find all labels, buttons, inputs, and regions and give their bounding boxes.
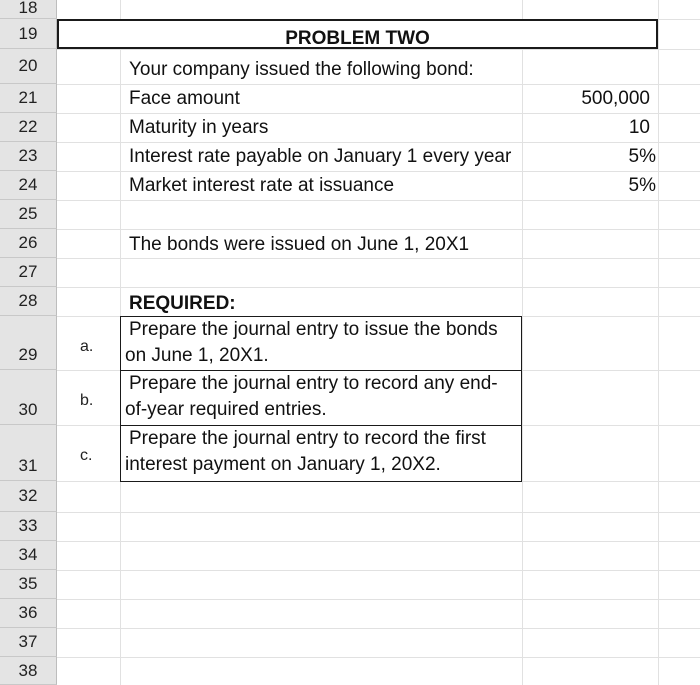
row-divider [57, 628, 700, 629]
row-divider [57, 200, 700, 201]
row-header-34[interactable]: 34 [0, 541, 57, 570]
row-divider [57, 570, 700, 571]
row-divider [57, 258, 700, 259]
intro-text[interactable]: Your company issued the following bond: [129, 59, 474, 80]
requirement-b-letter[interactable]: b. [80, 392, 94, 409]
issue-date-note[interactable]: The bonds were issued on June 1, 20X1 [129, 234, 470, 255]
row-header-31[interactable]: 31 [0, 425, 57, 481]
row-divider [57, 657, 700, 658]
row-header-20[interactable]: 20 [0, 49, 57, 84]
row-header-36[interactable]: 36 [0, 599, 57, 628]
row-header-27[interactable]: 27 [0, 258, 57, 287]
row-header-35[interactable]: 35 [0, 570, 57, 599]
row-header-37[interactable]: 37 [0, 628, 57, 657]
row-header-21[interactable]: 21 [0, 84, 57, 113]
market-rate-value[interactable]: 5% [628, 175, 656, 196]
row-header-23[interactable]: 23 [0, 142, 57, 171]
market-rate-label[interactable]: Market interest rate at issuance [129, 175, 395, 196]
row-header-22[interactable]: 22 [0, 113, 57, 142]
column-divider [658, 0, 659, 685]
row-divider [57, 229, 700, 230]
row-header-26[interactable]: 26 [0, 229, 57, 258]
requirement-a-line2: on June 1, 20X1. [125, 345, 269, 366]
row-header-25[interactable]: 25 [0, 200, 57, 229]
requirement-c-cell[interactable] [120, 425, 522, 482]
required-heading[interactable]: REQUIRED: [129, 293, 236, 314]
requirement-b-line2: of-year required entries. [125, 399, 327, 420]
requirement-a-cell[interactable] [120, 316, 522, 371]
row-header-24[interactable]: 24 [0, 171, 57, 200]
row-header-19[interactable]: 19 [0, 19, 57, 49]
row-divider [57, 142, 700, 143]
row-divider [57, 171, 700, 172]
row-header-33[interactable]: 33 [0, 512, 57, 541]
title-cell[interactable] [57, 19, 658, 49]
row-divider [57, 512, 700, 513]
requirement-c-line2: interest payment on January 1, 20X2. [125, 454, 441, 475]
row-header-28[interactable]: 28 [0, 287, 57, 316]
requirement-c-line1: Prepare the journal entry to record the first [129, 428, 486, 449]
page-title: PROBLEM TWO [285, 28, 430, 49]
interest-rate-label[interactable]: Interest rate payable on January 1 every year [129, 146, 512, 167]
maturity-label[interactable]: Maturity in years [129, 117, 269, 138]
row-header-38[interactable]: 38 [0, 657, 57, 685]
requirement-b-cell[interactable] [120, 370, 522, 426]
face-amount-value[interactable]: 500,000 [581, 88, 650, 109]
row-divider [57, 541, 700, 542]
maturity-value[interactable]: 10 [628, 117, 650, 138]
row-header-18[interactable]: 18 [0, 0, 57, 19]
column-divider [522, 0, 523, 685]
requirement-a-line1: Prepare the journal entry to issue the bonds [129, 319, 498, 340]
row-header-30[interactable]: 30 [0, 370, 57, 425]
row-divider [57, 84, 700, 85]
row-header-32[interactable]: 32 [0, 481, 57, 512]
row-divider [57, 287, 700, 288]
requirement-c-letter[interactable]: c. [80, 447, 93, 464]
row-divider [57, 599, 700, 600]
requirement-b-line1: Prepare the journal entry to record any end- [129, 373, 498, 394]
face-amount-label[interactable]: Face amount [129, 88, 240, 109]
row-header-29[interactable]: 29 [0, 316, 57, 370]
requirement-a-letter[interactable]: a. [80, 338, 94, 355]
interest-rate-value[interactable]: 5% [628, 146, 656, 167]
row-divider [57, 113, 700, 114]
